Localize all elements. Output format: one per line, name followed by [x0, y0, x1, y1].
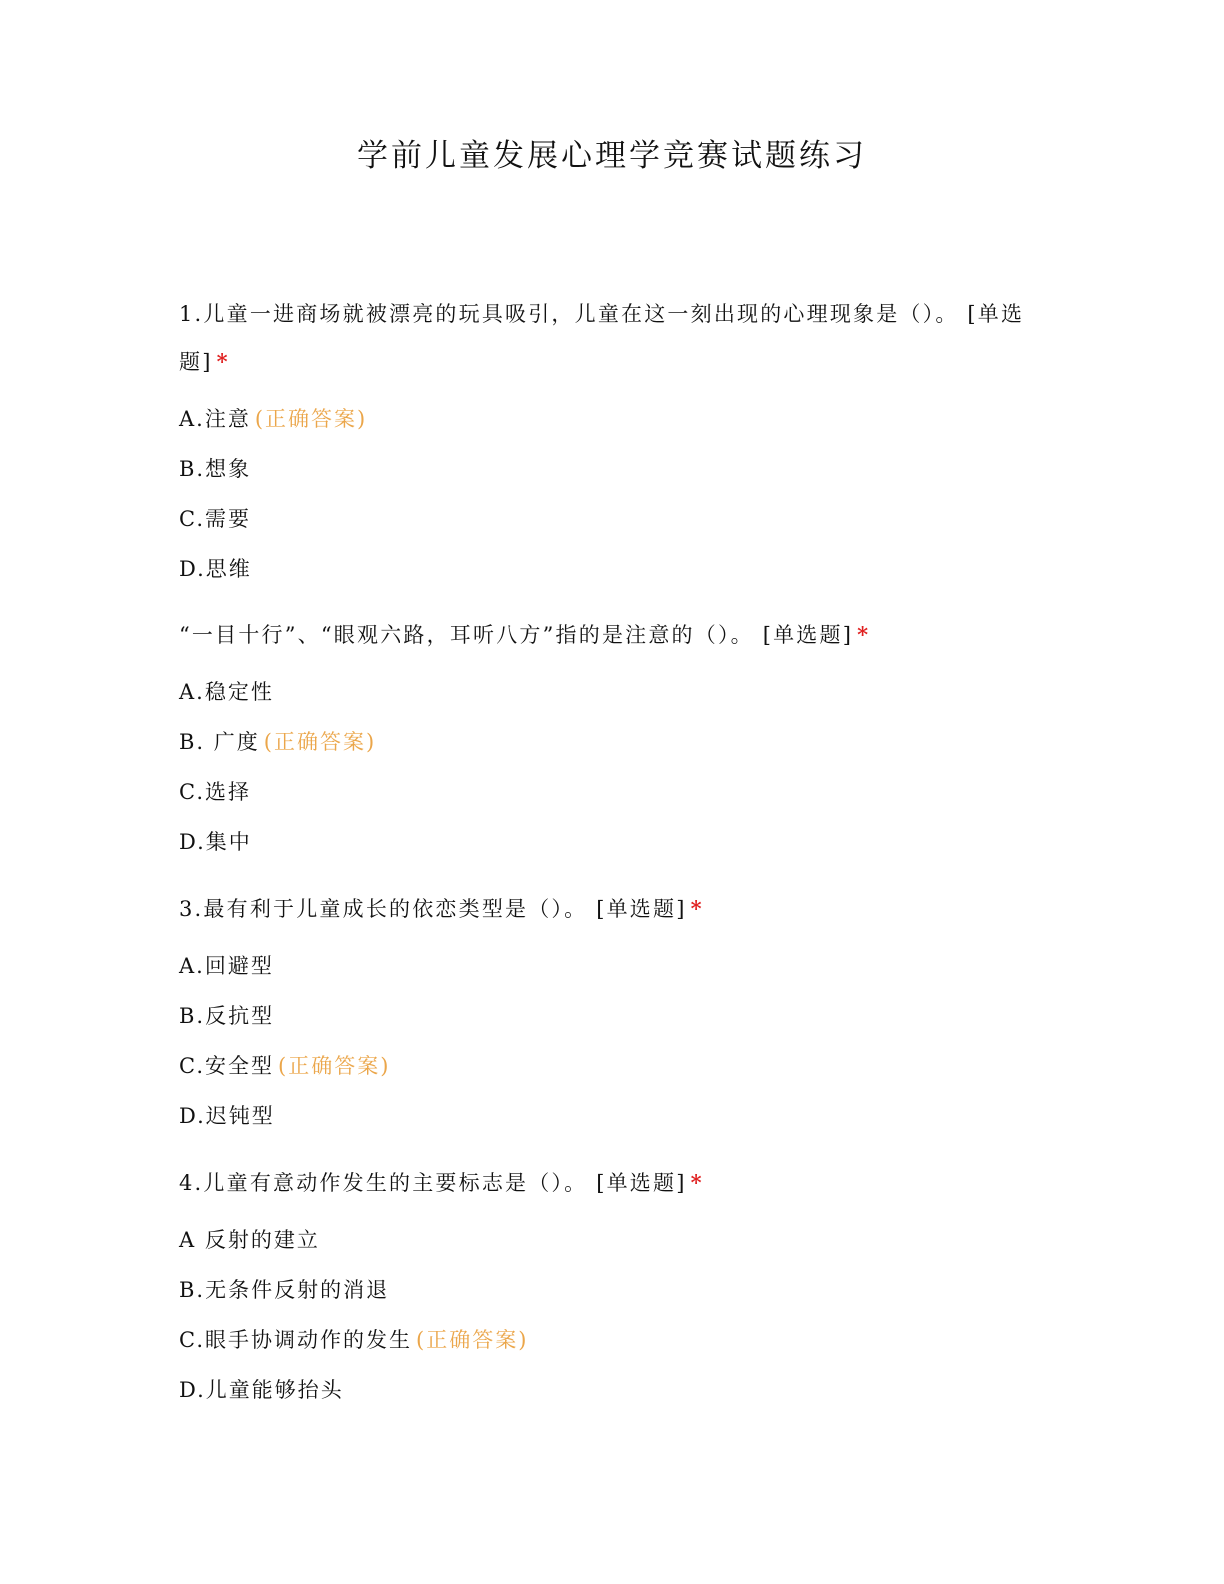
option-label: A.回避型 [179, 954, 274, 978]
question-4-options [179, 1225, 1039, 1405]
option-1a [179, 404, 1039, 434]
required-star: * [690, 1170, 704, 1195]
question-1-options [179, 404, 1039, 584]
option-3d [179, 1101, 1039, 1131]
option-label: C.眼手协调动作的发生 [179, 1328, 412, 1352]
option-label: D.迟钝型 [179, 1104, 275, 1128]
option-label: D.思维 [179, 557, 252, 581]
option-2b [179, 727, 1039, 757]
option-2d [179, 827, 1039, 857]
question-2-options [179, 677, 1039, 857]
option-4a [179, 1225, 1039, 1255]
option-1b [179, 454, 1039, 484]
page-title: 学前儿童发展心理学竞赛试题练习 [357, 138, 867, 174]
option-label: C.安全型 [179, 1054, 274, 1078]
question-4-text [179, 1159, 1039, 1207]
question-1-text-block [179, 290, 1039, 386]
question-1-stem: 1.儿童一进商场就被漂亮的玩具吸引，儿童在这一刻出现的心理现象是（）。 [单选题] [179, 302, 1025, 374]
option-label: D.集中 [179, 830, 252, 854]
question-2-text [179, 611, 1039, 659]
option-4b [179, 1275, 1039, 1305]
question-2-stem: “一目十行”、“眼观六路，耳听八方”指的是注意的（）。 [单选题] [179, 623, 854, 647]
option-label: A 反射的建立 [179, 1228, 320, 1252]
option-label: B.无条件反射的消退 [179, 1278, 390, 1302]
option-3b [179, 1001, 1039, 1031]
option-label: A.稳定性 [179, 680, 274, 704]
correct-answer-tag: (正确答案) [278, 1054, 391, 1078]
option-2c [179, 777, 1039, 807]
question-3-text-block [179, 885, 1039, 933]
required-star: * [216, 349, 230, 374]
question-3-text [179, 885, 1039, 933]
question-4-stem: 4.儿童有意动作发生的主要标志是（）。 [单选题] [179, 1171, 687, 1195]
correct-answer-tag: (正确答案) [263, 730, 377, 754]
option-4d [179, 1375, 1039, 1405]
option-1c [179, 504, 1039, 534]
correct-answer-tag: (正确答案) [416, 1328, 529, 1352]
question-1-text [179, 290, 1039, 386]
correct-answer-tag: (正确答案) [254, 407, 368, 431]
option-1d [179, 554, 1039, 584]
option-label: B.反抗型 [179, 1004, 275, 1028]
option-label: C.需要 [179, 507, 251, 531]
option-label: B.想象 [179, 457, 252, 481]
question-3-options [179, 951, 1039, 1131]
question-4-text-block [179, 1159, 1039, 1207]
option-label: C.选择 [179, 780, 251, 804]
required-star: * [857, 622, 871, 647]
option-4c [179, 1325, 1039, 1355]
question-2-text-block [179, 611, 1039, 659]
option-2a [179, 677, 1039, 707]
option-label: D.儿童能够抬头 [179, 1378, 344, 1402]
required-star: * [690, 896, 704, 921]
option-3a [179, 951, 1039, 981]
question-3-stem: 3.最有利于儿童成长的依恋类型是（）。 [单选题] [179, 897, 687, 921]
option-label: A.注意 [179, 407, 251, 431]
option-label: B. 广度 [179, 730, 260, 754]
option-3c [179, 1051, 1039, 1081]
